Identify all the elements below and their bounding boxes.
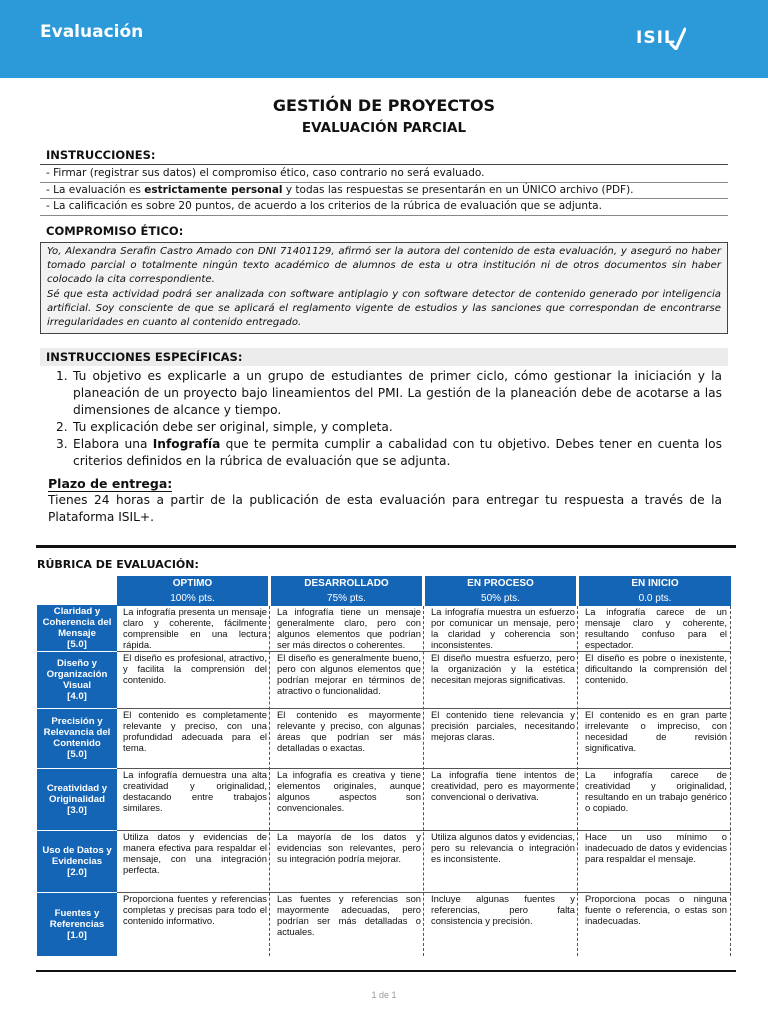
banner-title: Evaluación <box>40 22 144 42</box>
rubric-cell: La infografía muestra un esfuerzo por comunicar un mensaje, pero la claridad y coherencia son inconsistentes. <box>431 606 575 650</box>
level-name: DESARROLLADO <box>304 578 389 589</box>
rubric-cell: El contenido es mayormente relevante y preciso, con algunas áreas que podrían ser más detalladas o exactas. <box>277 709 421 753</box>
page-separator: de <box>378 990 389 1000</box>
criterion-name: Diseño y Organización Visual <box>46 657 108 691</box>
rubric-criterion <box>37 830 117 892</box>
row-divider <box>117 830 731 831</box>
deadline-text: Tienes 24 horas a partir de la publicación de esta evaluación para entregar tu respuesta a través de la Plataforma ISIL+. <box>48 493 722 524</box>
instruction-emphasis: estrictamente personal <box>144 183 283 196</box>
instruction-text: y todas las respuestas se presentarán en un ÚNICO archivo (PDF). <box>282 183 634 196</box>
criterion-weight: [5.0] <box>67 639 87 650</box>
rubric-cell: Hace un uso mínimo o inadecuado de datos y evidencias para respaldar el mensaje. <box>585 831 727 864</box>
rubric-cell: La infografía tiene un mensaje generalmente claro, pero con algunos elementos que podrían ser más directos o coherentes. <box>277 606 421 650</box>
logo-slash-icon <box>668 26 686 50</box>
document-title: GESTIÓN DE PROYECTOS <box>272 96 496 115</box>
rubric-cell: El contenido tiene relevancia y precisión parciales, necesitando mejoras claras. <box>431 709 575 742</box>
rubric-cell: La infografía carece de un mensaje claro y coherente, resultando confuso para el espectador. <box>585 606 727 650</box>
criterion-name: Uso de Datos y Evidencias <box>42 844 112 867</box>
isil-logo: ISIL <box>636 28 676 48</box>
item-number: 3. <box>56 437 68 451</box>
rubric-cell: Utiliza datos y evidencias de manera efectiva para respaldar el mensaje, con una integración perfecta. <box>123 831 267 875</box>
level-name: OPTIMO <box>172 578 213 589</box>
rubric-cell: Proporciona pocas o ninguna fuente o referencia, o estas son inadecuadas. <box>585 893 727 926</box>
header-separator <box>422 576 425 606</box>
rubric-level-header <box>117 576 268 606</box>
instruction-item <box>40 183 728 200</box>
rubric-title: RÚBRICA DE EVALUACIÓN: <box>37 558 199 571</box>
rubric-cell: La infografía carece de creatividad y originalidad, resultando en un trabajo genérico o copiado. <box>585 769 727 813</box>
row-divider <box>117 651 731 652</box>
row-divider <box>117 768 731 769</box>
criterion-weight: [2.0] <box>67 866 87 878</box>
column-divider <box>730 606 731 956</box>
level-points: 0.0 pts. <box>638 593 672 604</box>
criterion-weight: [5.0] <box>67 749 87 760</box>
header-separator <box>576 576 579 606</box>
criterion-weight: [4.0] <box>67 690 87 702</box>
rubric-cell: El contenido es completamente relevante y preciso, con una profundidad adecuada para el tema. <box>123 709 267 753</box>
criterion-name: Creatividad y Originalidad <box>46 782 108 805</box>
criterion-separator <box>37 830 117 831</box>
item-text: Elabora una <box>73 437 153 451</box>
section-divider <box>36 545 736 548</box>
criterion-weight: [3.0] <box>67 804 87 816</box>
level-points: 50% pts. <box>481 593 520 604</box>
rubric-cell: Proporciona fuentes y referencias completas y precisas para todo el contenido informativo. <box>123 893 267 926</box>
rubric-cell: El diseño es profesional, atractivo, y facilita la comprensión del contenido. <box>123 652 267 685</box>
instruction-text: - La evaluación es <box>46 183 145 196</box>
criterion-name: Claridad y Coherencia del Mensaje <box>42 606 112 639</box>
criterion-name: Fuentes y Referencias <box>49 907 105 930</box>
ethics-heading: COMPROMISO ÉTICO: <box>46 224 184 238</box>
criterion-separator <box>37 892 117 893</box>
specific-item <box>50 368 722 419</box>
header-separator <box>268 576 271 606</box>
item-text: Tu objetivo es explicarle a un grupo de estudiantes de primer ciclo, cómo gestionar la iniciación y la planeación de un proyecto bajo lineamientos del PMI. La gestión de la planeación debe de acotarse a las dimensiones de alcance y tiempo. <box>73 369 722 417</box>
item-text: Tu explicación debe ser original, simple, y completa. <box>73 420 393 434</box>
rubric-cell: La infografía demuestra una alta creatividad y originalidad, destacando entre trabajos similares. <box>123 769 267 813</box>
item-number: 1. <box>56 369 68 383</box>
level-name: EN PROCESO <box>467 578 534 589</box>
rubric-cell: Utiliza algunos datos y evidencias, pero su relevancia o integración es inconsistente. <box>431 831 575 864</box>
level-points: 100% pts. <box>170 593 215 604</box>
rubric-table <box>37 576 731 956</box>
instructions-list <box>40 166 728 216</box>
criterion-weight: [1.0] <box>67 929 87 941</box>
criterion-separator <box>37 651 117 652</box>
item-number: 2. <box>56 420 68 434</box>
row-divider <box>117 892 731 893</box>
rubric-cell: Las fuentes y referencias son mayormente adecuadas, pero podrían ser más detalladas o actuales. <box>277 893 421 937</box>
instructions-heading: INSTRUCCIONES: <box>40 146 728 165</box>
ethics-paragraph: Yo, Alexandra Serafin Castro Amado con DNI 71401129, afirmó ser la autora del contenido de esta evaluación, y aseguró no haber tomado parcial o totalmente ningún texto académico de alumnos de esta u otra institución ni de otros documentos sin haber colocado la cita correspondiente. <box>47 246 721 286</box>
page-total: 1 <box>391 990 397 1000</box>
column-divider <box>423 606 424 956</box>
specific-item <box>50 419 722 436</box>
level-points: 75% pts. <box>327 593 366 604</box>
specific-instructions-heading: INSTRUCCIONES ESPECÍFICAS: <box>40 348 728 366</box>
rubric-level-header <box>425 576 576 606</box>
rubric-criterion <box>37 605 117 651</box>
rubric-criterion <box>37 708 117 768</box>
rubric-criterion <box>37 768 117 830</box>
column-divider <box>577 606 578 956</box>
item-text: que te permita cumplir a cabalidad con tu objetivo. Debes tener en cuenta los criterios definidos en la rúbrica de evaluación que se adjunta. <box>73 437 722 468</box>
header-banner <box>0 0 768 78</box>
rubric-cell: La infografía tiene intentos de creatividad, pero es mayormente convencional o derivativa. <box>431 769 575 802</box>
rubric-cell: El diseño es pobre o inexistente, dificultando la comprensión del contenido. <box>585 652 727 685</box>
ethics-statement <box>40 242 728 334</box>
rubric-cell: La mayoría de los datos y evidencias son relevantes, pero su integración podría mejorar. <box>277 831 421 864</box>
rubric-criterion <box>37 892 117 956</box>
document-subtitle: EVALUACIÓN PARCIAL <box>301 120 467 136</box>
rubric-criterion <box>37 651 117 708</box>
criterion-separator <box>37 708 117 709</box>
rubric-cell: Incluye algunas fuentes y referencias, pero falta consistencia y precisión. <box>431 893 575 926</box>
rubric-level-header <box>579 576 731 606</box>
rubric-cell: La infografía presenta un mensaje claro y coherente, fácilmente comprensible en una lectura rápida. <box>123 606 267 650</box>
page-indicator <box>0 990 768 1000</box>
instruction-item: - La calificación es sobre 20 puntos, de acuerdo a los criterios de la rúbrica de evaluación que se adjunta. <box>40 199 728 216</box>
specific-instructions-list <box>50 368 722 470</box>
footer-divider <box>36 970 736 972</box>
criterion-separator <box>37 768 117 769</box>
row-divider <box>117 708 731 709</box>
instruction-item: - Firmar (registrar sus datos) el compromiso ético, caso contrario no será evaluado. <box>40 166 728 183</box>
item-emphasis: Infografía <box>152 437 221 451</box>
rubric-cell: El diseño es generalmente bueno, pero con algunos elementos que podrían mejorar en términos de atractivo o funcionalidad. <box>277 652 421 696</box>
deadline-heading: Plazo de entrega: <box>48 476 173 491</box>
rubric-cell: El diseño muestra esfuerzo, pero la organización y la estética necesitan mejoras significativas. <box>431 652 575 685</box>
ethics-paragraph: Sé que esta actividad podrá ser analizada con software antiplagio y con software detector de contenido generado por inteligencia artificial. Soy consciente de que se aplicará el reglamento vigente de estudios y las sanciones que correspondan de encontrarse irregularidades en cuanto al contenido entregado. <box>47 288 721 329</box>
criterion-name: Precisión y Relevancia del Contenido <box>43 716 111 749</box>
specific-item <box>50 436 722 470</box>
column-divider <box>269 606 270 956</box>
rubric-cell: El contenido es en gran parte irrelevante o impreciso, con necesidad de revisión significativa. <box>585 709 727 753</box>
level-name: EN INICIO <box>631 578 679 589</box>
rubric-level-header <box>271 576 422 606</box>
page-current: 1 <box>371 990 377 1000</box>
rubric-cell: La infografía es creativa y tiene elementos originales, aunque algunos aspectos son convencionales. <box>277 769 421 813</box>
